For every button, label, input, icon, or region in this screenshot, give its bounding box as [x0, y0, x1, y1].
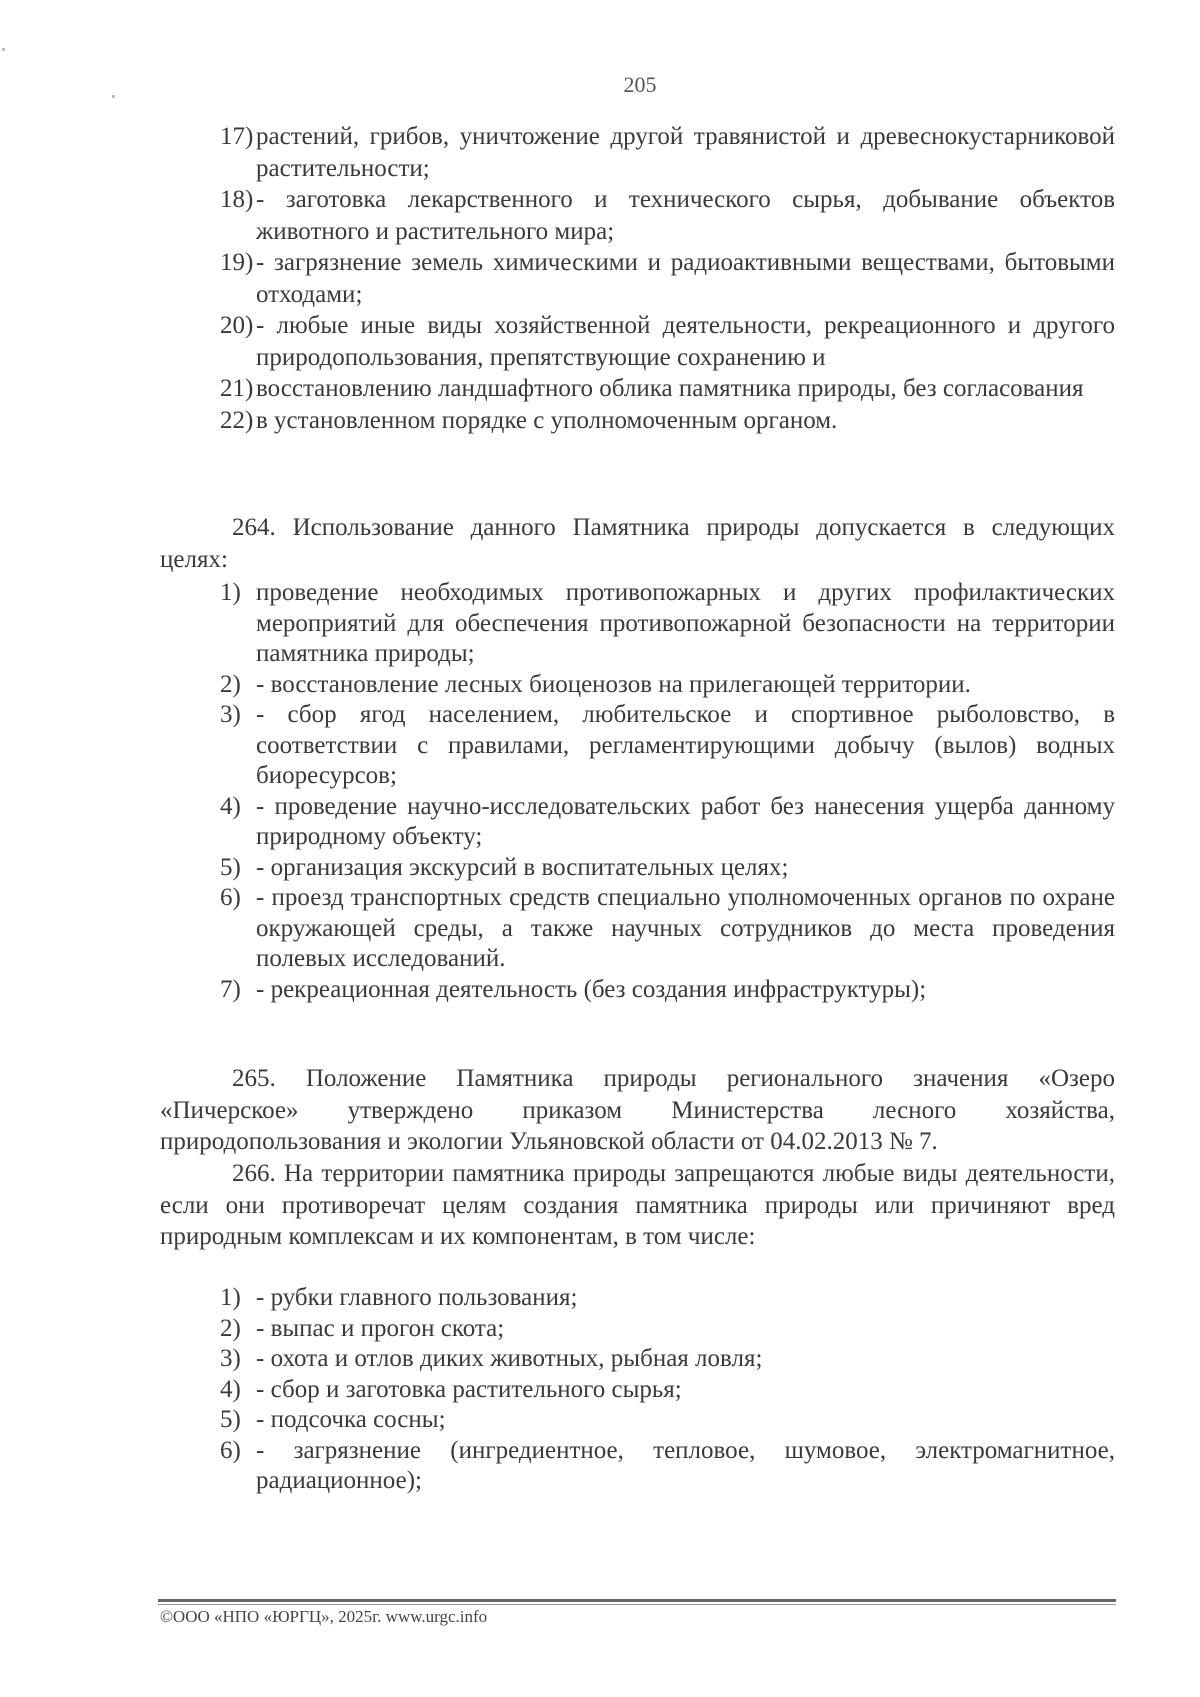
- list-item: [0, 792, 1200, 853]
- page-number: 205: [623, 72, 657, 97]
- list-item: [0, 1344, 1200, 1375]
- list-item-text: - загрязнение (ингредиентное, тепловое, шумовое, электромагнитное, радиационное);: [256, 1436, 1115, 1494]
- list-item-number: 17): [220, 123, 254, 150]
- list-item: [0, 405, 1200, 437]
- list-item-number: 22): [220, 406, 254, 434]
- paragraph-text: Использование данного Памятника природы допускается в следующих целях:: [160, 514, 1116, 573]
- list-item-text: - рекреационная деятельность (без создания инфраструктуры);: [256, 975, 927, 1003]
- list-item-text: в установленном порядке с уполномоченным органом.: [256, 406, 838, 434]
- list-item-text: - подсочка сосны;: [256, 1406, 446, 1433]
- paragraph-number: 264.: [232, 514, 276, 541]
- list-restrictions-continued: [0, 121, 1200, 436]
- list-item: [0, 310, 1200, 373]
- list-item: [0, 373, 1200, 405]
- list-item-number: 21): [220, 375, 254, 402]
- list-item-text: - охота и отлов диких животных, рыбная ловля;: [256, 1345, 763, 1372]
- scan-mark: [2, 48, 5, 51]
- list-item-text: - организация экскурсий в воспитательных целях;: [256, 853, 789, 881]
- paragraph-text: На территории памятника природы запрещаются любые виды деятельности, если они противоречат целям создания памятника природы или причиняют вред природным комплексам и их компонентам, в том числе:: [160, 1160, 1115, 1250]
- list-item: [0, 975, 1200, 1006]
- paragraph-number: 265.: [232, 1065, 276, 1092]
- list-item-text: восстановлению ландшафтного облика памятника природы, без согласования: [256, 375, 1084, 402]
- list-item: [0, 1283, 1200, 1314]
- list-item-number: 7): [220, 975, 241, 1003]
- list-item-text: - загрязнение земель химическими и радиоактивными веществами, бытовыми отходами;: [256, 249, 1115, 308]
- list-item-number: 2): [220, 670, 241, 698]
- list-item-number: 1): [220, 1284, 241, 1311]
- list-item-text: - проведение научно-исследовательских работ без нанесения ущерба данному природному объекту;: [256, 792, 1115, 850]
- list-item-number: 6): [220, 884, 241, 911]
- paragraph-text: Положение Памятника природы регионального значения «Озеро «Пичерское» утверждено приказом Министерства лесного хозяйства, природопользования и экологии Ульяновской области от 04.02.2013 № 7.: [160, 1065, 1116, 1155]
- list-item-number: 20): [220, 312, 254, 339]
- paragraph-number: 266.: [232, 1160, 276, 1187]
- list-item: [0, 1314, 1200, 1345]
- list-item-text: - выпас и прогон скота;: [256, 1314, 505, 1342]
- footer-divider: [158, 1599, 1116, 1602]
- paragraph-264: [0, 512, 1200, 575]
- list-item-text: проведение необходимых противопожарных и других профилактических мероприятий для обеспечения противопожарной безопасности на территории памятника природы;: [256, 579, 1115, 667]
- list-item-text: - любые иные виды хозяйственной деятельности, рекреационного и другого природопользования, препятствующие сохранению и: [256, 312, 1115, 371]
- list-item-text: - сбор и заготовка растительного сырья;: [256, 1375, 682, 1403]
- list-item: [0, 700, 1200, 792]
- list-item-text: растений, грибов, уничтожение другой травянистой и древеснокустарниковой растительности;: [256, 123, 1115, 182]
- paragraph: [0, 1063, 1200, 1158]
- list-item: [0, 1436, 1200, 1497]
- footer-copyright: ©ООО «НПО «ЮРГЦ», 2025г. www.urgc.info: [160, 1607, 488, 1626]
- list-permitted-uses: [0, 578, 1200, 1005]
- list-item-text: - проезд транспортных средств специально уполномоченных органов по охране окружающей среды, а также научных сотрудников до места проведения полевых исследований.: [256, 884, 1115, 972]
- list-prohibited-activities: [0, 1283, 1200, 1497]
- list-item: [0, 247, 1200, 310]
- list-item-number: 6): [220, 1436, 241, 1464]
- list-item: [0, 1375, 1200, 1406]
- list-item-text: - сбор ягод населением, любительское и спортивное рыболовство, в соответствии с правилами, регламентирующими добычу (вылов) водных биоресурсов;: [256, 701, 1115, 789]
- list-item-number: 4): [220, 1375, 241, 1403]
- list-item-number: 18): [220, 186, 254, 213]
- list-item-number: 5): [220, 853, 241, 881]
- paragraph: [0, 1158, 1200, 1253]
- list-item-number: 3): [220, 701, 241, 728]
- list-item-number: 19): [220, 249, 254, 276]
- list-item: [0, 578, 1200, 670]
- list-item-number: 1): [220, 579, 241, 606]
- paragraph: [0, 512, 1200, 575]
- list-item-text: - восстановление лесных биоценозов на прилегающей территории.: [256, 670, 971, 698]
- list-item-number: 3): [220, 1345, 241, 1372]
- paragraph-266: [0, 1158, 1200, 1253]
- list-item: [0, 184, 1200, 247]
- list-item-text: - рубки главного пользования;: [256, 1284, 578, 1311]
- list-item: [0, 853, 1200, 884]
- paragraph-265: [0, 1063, 1200, 1158]
- list-item: [0, 883, 1200, 975]
- list-item-number: 5): [220, 1406, 241, 1433]
- list-item-number: 2): [220, 1314, 241, 1342]
- list-item-text: - заготовка лекарственного и технического сырья, добывание объектов животного и растительного мира;: [256, 186, 1115, 245]
- list-item: [0, 670, 1200, 701]
- footer-divider-thin: [158, 1604, 1116, 1605]
- list-item: [0, 121, 1200, 184]
- list-item-number: 4): [220, 792, 241, 820]
- list-item: [0, 1405, 1200, 1436]
